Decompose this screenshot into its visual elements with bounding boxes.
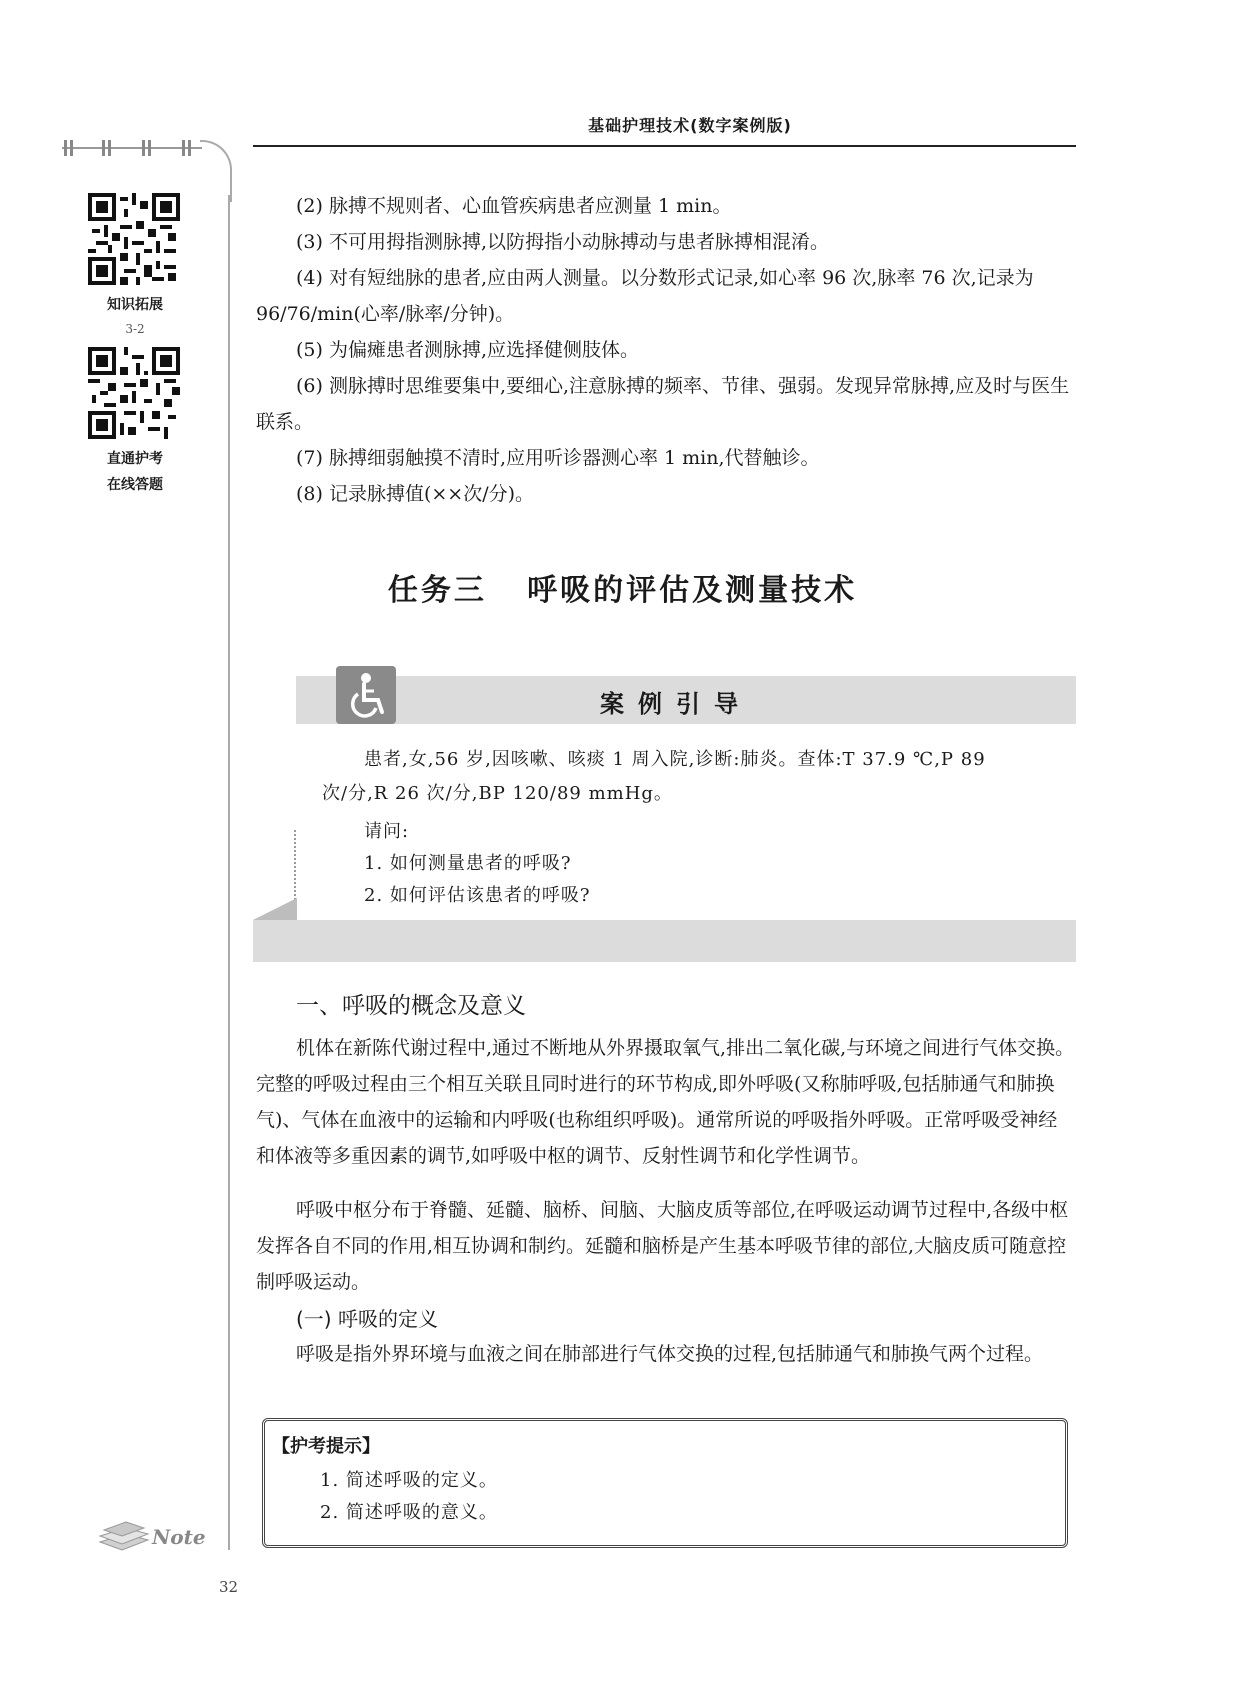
sidebar-label-exam-1: 直通护考 bbox=[107, 451, 163, 467]
pulse-note-3: (3) 不可用拇指测脉搏,以防拇指小动脉搏动与患者脉搏相混淆。 bbox=[296, 231, 829, 253]
pulse-note-7: (7) 脉搏细弱触摸不清时,应用听诊器测心率 1 min,代替触诊。 bbox=[296, 447, 820, 469]
exam-hint-title: 【护考提示】 bbox=[272, 1436, 380, 1457]
case-question-intro: 请问: bbox=[364, 821, 410, 842]
exam-hint-item-2: 2. 简述呼吸的意义。 bbox=[320, 1502, 498, 1523]
sidebar-label-knowledge: 知识拓展 bbox=[107, 297, 163, 313]
section-para-3: 呼吸是指外界环境与血液之间在肺部进行气体交换的过程,包括肺通气和肺换气两个过程。 bbox=[296, 1343, 1044, 1365]
pulse-note-5: (5) 为偏瘫患者测脉搏,应选择健侧肢体。 bbox=[296, 339, 639, 361]
running-header: 基础护理技术(数字案例版) bbox=[588, 116, 792, 135]
case-guide-label: 案例引导 bbox=[600, 689, 752, 718]
case-question-1: 1. 如何测量患者的呼吸? bbox=[364, 853, 572, 874]
task-title: 任务三 呼吸的评估及测量技术 bbox=[387, 573, 858, 608]
section-para-2: 呼吸中枢分布于脊髓、延髓、脑桥、间脑、大脑皮质等部位,在呼吸运动调节过程中,各级中枢发挥各自不同的作用,相互协调和制约。延髓和脑桥是产生基本呼吸节律的部位,大脑皮质可随意控制呼吸运动。 bbox=[256, 1199, 1069, 1293]
pulse-note-6: (6) 测脉搏时思维要集中,要细心,注意脉搏的频率、节律、强弱。发现异常脉搏,应及时与医生联系。 bbox=[256, 375, 1070, 433]
page-number: 32 bbox=[219, 1578, 239, 1596]
pulse-note-8: (8) 记录脉搏值(××次/分)。 bbox=[296, 483, 535, 505]
case-line-1: 患者,女,56 岁,因咳嗽、咳痰 1 周入院,诊断:肺炎。查体:T 37.9 ℃,P 89 bbox=[364, 749, 986, 770]
qr-code-knowledge[interactable] bbox=[88, 193, 180, 285]
sub-heading-definition: (一) 呼吸的定义 bbox=[296, 1307, 438, 1331]
qr-code-exam[interactable] bbox=[88, 347, 180, 439]
case-corner bbox=[253, 898, 297, 920]
pulse-note-2: (2) 脉搏不规则者、心血管疾病患者应测量 1 min。 bbox=[296, 195, 732, 217]
pulse-note-4: (4) 对有短绌脉的患者,应由两人测量。以分数形式记录,如心率 96 次,脉率 76 次,记录为 96/76/min(心率/脉率/分钟)。 bbox=[256, 267, 1034, 325]
case-footer-band bbox=[253, 920, 1076, 962]
section-heading: 一、呼吸的概念及意义 bbox=[296, 993, 526, 1019]
case-line-2: 次/分,R 26 次/分,BP 120/89 mmHg。 bbox=[322, 783, 673, 804]
margin-curve bbox=[200, 140, 232, 202]
sidebar-label-exam-2: 在线答题 bbox=[107, 477, 163, 493]
wheelchair-icon bbox=[336, 666, 396, 724]
note-text: Note bbox=[152, 1525, 206, 1549]
header-rule bbox=[253, 145, 1076, 147]
section-para-1: 机体在新陈代谢过程中,通过不断地从外界摄取氧气,排出二氧化碳,与环境之间进行气体交换。完整的呼吸过程由三个相互关联且同时进行的环节构成,即外呼吸(又称肺呼吸,包括肺通气和肺换气)、气体在血液中的运输和内呼吸(也称组织呼吸)。通常所说的呼吸指外呼吸。正常呼吸受神经和体液等多重因素的调节,如呼吸中枢的调节、反射性调节和化学性调节。 bbox=[256, 1037, 1075, 1167]
exam-hint-item-1: 1. 简述呼吸的定义。 bbox=[320, 1470, 498, 1491]
case-question-2: 2. 如何评估该患者的呼吸? bbox=[364, 885, 591, 906]
margin-rule bbox=[228, 195, 230, 1550]
note-book-icon bbox=[96, 1510, 206, 1554]
sidebar-code: 3-2 bbox=[125, 322, 145, 336]
